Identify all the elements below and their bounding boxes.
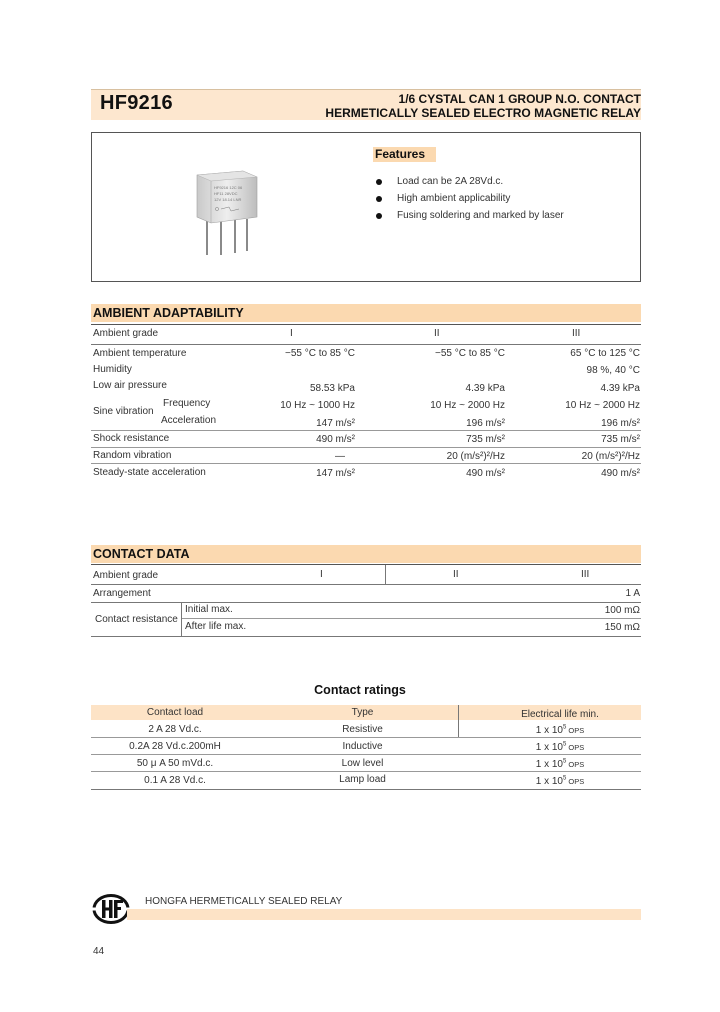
ambient-row-label: Humidity bbox=[93, 364, 132, 375]
ambient-value: 490 m/s² bbox=[466, 468, 505, 479]
contact-row-rule bbox=[91, 584, 641, 585]
ambient-row-label: Ambient temperature bbox=[93, 348, 187, 359]
ambient-grade-3: III bbox=[572, 328, 581, 339]
arrangement-value: 1 A bbox=[625, 588, 640, 599]
resistance-rule bbox=[182, 618, 641, 619]
ratings-header-life: Electrical life min. bbox=[521, 709, 599, 720]
ambient-grade-1: I bbox=[290, 328, 293, 339]
ambient-grade-2: II bbox=[434, 328, 440, 339]
title-line-2: HERMETICALLY SEALED ELECTRO MAGNETIC RELAY bbox=[325, 106, 641, 120]
ambient-value: 58.53 kPa bbox=[309, 383, 355, 394]
rating-load: 50 μ A 50 mVd.c. bbox=[136, 758, 214, 769]
ambient-row-label: Steady-state acceleration bbox=[93, 467, 206, 478]
ambient-value: 147 m/s² bbox=[316, 468, 355, 479]
ambient-value: 98 %, 40 °C bbox=[586, 365, 640, 376]
ambient-head-rule bbox=[91, 344, 641, 345]
ambient-value: 4.39 kPa bbox=[465, 383, 505, 394]
rating-type: Resistive bbox=[342, 724, 383, 735]
footer-company: HONGFA HERMETICALLY SEALED RELAY bbox=[145, 896, 343, 907]
rating-life: 1 x $10^5$ OPS bbox=[535, 758, 585, 770]
resistance-after-value: 150 mΩ bbox=[604, 622, 640, 633]
ambient-value: 4.39 kPa bbox=[600, 383, 640, 394]
ambient-sub-label: Acceleration bbox=[161, 415, 217, 426]
ambient-value: 147 m/s² bbox=[316, 418, 355, 429]
resistance-after-label: After life max. bbox=[185, 621, 247, 632]
page-number: 44 bbox=[93, 946, 105, 957]
ambient-value: 10 Hz ~ 1000 Hz bbox=[280, 400, 355, 411]
rating-type: Inductive bbox=[342, 741, 383, 752]
hongfa-logo bbox=[91, 893, 131, 925]
contact-heading: CONTACT DATA bbox=[91, 545, 641, 563]
model-number: HF9216 bbox=[100, 92, 173, 114]
ambient-value: −55 °C to 85 °C bbox=[435, 348, 505, 359]
ratings-row-rule bbox=[91, 754, 641, 755]
rating-type: Lamp load bbox=[339, 774, 386, 785]
ambient-sub-label: Frequency bbox=[163, 398, 211, 409]
ratings-header-load: Contact load bbox=[146, 707, 204, 718]
ambient-heading: AMBIENT ADAPTABILITY bbox=[91, 304, 641, 322]
ambient-row-label: Sine vibration bbox=[93, 406, 154, 417]
relay-marking-2: HF11 28VDC bbox=[214, 191, 238, 196]
title-line-1: 1/6 CYSTAL CAN 1 GROUP N.O. CONTACT bbox=[398, 92, 641, 106]
rating-life: 1 x $10^5$ OPS bbox=[535, 741, 585, 753]
rating-load: 0.1 A 28 Vd.c. bbox=[144, 775, 206, 786]
ambient-value: 490 m/s² bbox=[601, 468, 640, 479]
feature-item: High ambient applicability bbox=[376, 192, 564, 209]
product-title bbox=[325, 92, 641, 120]
footer-bar bbox=[127, 909, 641, 920]
ambient-value: 196 m/s² bbox=[601, 418, 640, 429]
contact-resistance-label: Contact resistance bbox=[95, 614, 178, 625]
arrangement-label: Arrangement bbox=[93, 588, 151, 599]
resistance-divider bbox=[181, 603, 182, 636]
ambient-top-rule bbox=[91, 324, 641, 325]
contact-bottom-rule bbox=[91, 636, 641, 637]
ambient-value: 10 Hz ~ 2000 Hz bbox=[430, 400, 505, 411]
ambient-value: 490 m/s² bbox=[316, 434, 355, 445]
ambient-value: 10 Hz ~ 2000 Hz bbox=[565, 400, 640, 411]
relay-marking-1: HF9216 12C 06 bbox=[214, 185, 243, 190]
contact-grade-1: I bbox=[320, 569, 323, 580]
ambient-row-rule bbox=[91, 463, 641, 464]
resistance-initial-label: Initial max. bbox=[185, 604, 233, 615]
contact-grade-3: III bbox=[581, 569, 590, 580]
ambient-value: 196 m/s² bbox=[466, 418, 505, 429]
rating-load: 0.2A 28 Vd.c.200mH bbox=[129, 741, 221, 752]
ratings-row-rule bbox=[91, 737, 641, 738]
contact-row-rule bbox=[91, 602, 641, 603]
features-heading: Features bbox=[373, 147, 436, 162]
ambient-value: 20 (m/s²)²/Hz bbox=[446, 451, 505, 462]
relay-marking-3: 12V 18.14 LNR bbox=[214, 197, 242, 202]
feature-list bbox=[376, 175, 564, 226]
contact-grade-2: II bbox=[453, 569, 459, 580]
ambient-value: 20 (m/s²)²/Hz bbox=[581, 451, 640, 462]
rating-life: 1 x $10^5$ OPS bbox=[535, 724, 585, 736]
rating-life: 1 x $10^5$ OPS bbox=[535, 775, 585, 787]
ambient-value: 65 °C to 125 °C bbox=[570, 348, 640, 359]
feature-item: Fusing soldering and marked by laser bbox=[376, 209, 564, 226]
contact-grade-label: Ambient grade bbox=[93, 570, 159, 581]
rating-load: 2 A 28 Vd.c. bbox=[148, 724, 202, 735]
ambient-row-label: Low air pressure bbox=[93, 380, 167, 391]
relay-photo bbox=[193, 167, 263, 259]
ratings-bottom-rule bbox=[91, 789, 641, 790]
ambient-row-label: Shock resistance bbox=[93, 433, 170, 444]
ambient-value: 735 m/s² bbox=[466, 434, 505, 445]
ratings-row-rule bbox=[91, 771, 641, 772]
contact-col-divider bbox=[385, 565, 386, 584]
contact-top-rule bbox=[91, 564, 641, 565]
ambient-grade-label: Ambient grade bbox=[93, 328, 159, 339]
ratings-header-type: Type bbox=[351, 707, 374, 718]
rating-type: Low level bbox=[341, 758, 384, 769]
ambient-value: −55 °C to 85 °C bbox=[285, 348, 355, 359]
ambient-row-rule bbox=[91, 447, 641, 448]
ambient-row-label: Random vibration bbox=[93, 450, 172, 461]
ambient-row-rule bbox=[91, 430, 641, 431]
ambient-value: — bbox=[335, 451, 345, 462]
ratings-col-divider bbox=[458, 705, 459, 737]
ratings-title: Contact ratings bbox=[314, 683, 406, 697]
feature-item: Load can be 2A 28Vd.c. bbox=[376, 175, 564, 192]
ambient-value: 735 m/s² bbox=[601, 434, 640, 445]
resistance-initial-value: 100 mΩ bbox=[604, 605, 640, 616]
